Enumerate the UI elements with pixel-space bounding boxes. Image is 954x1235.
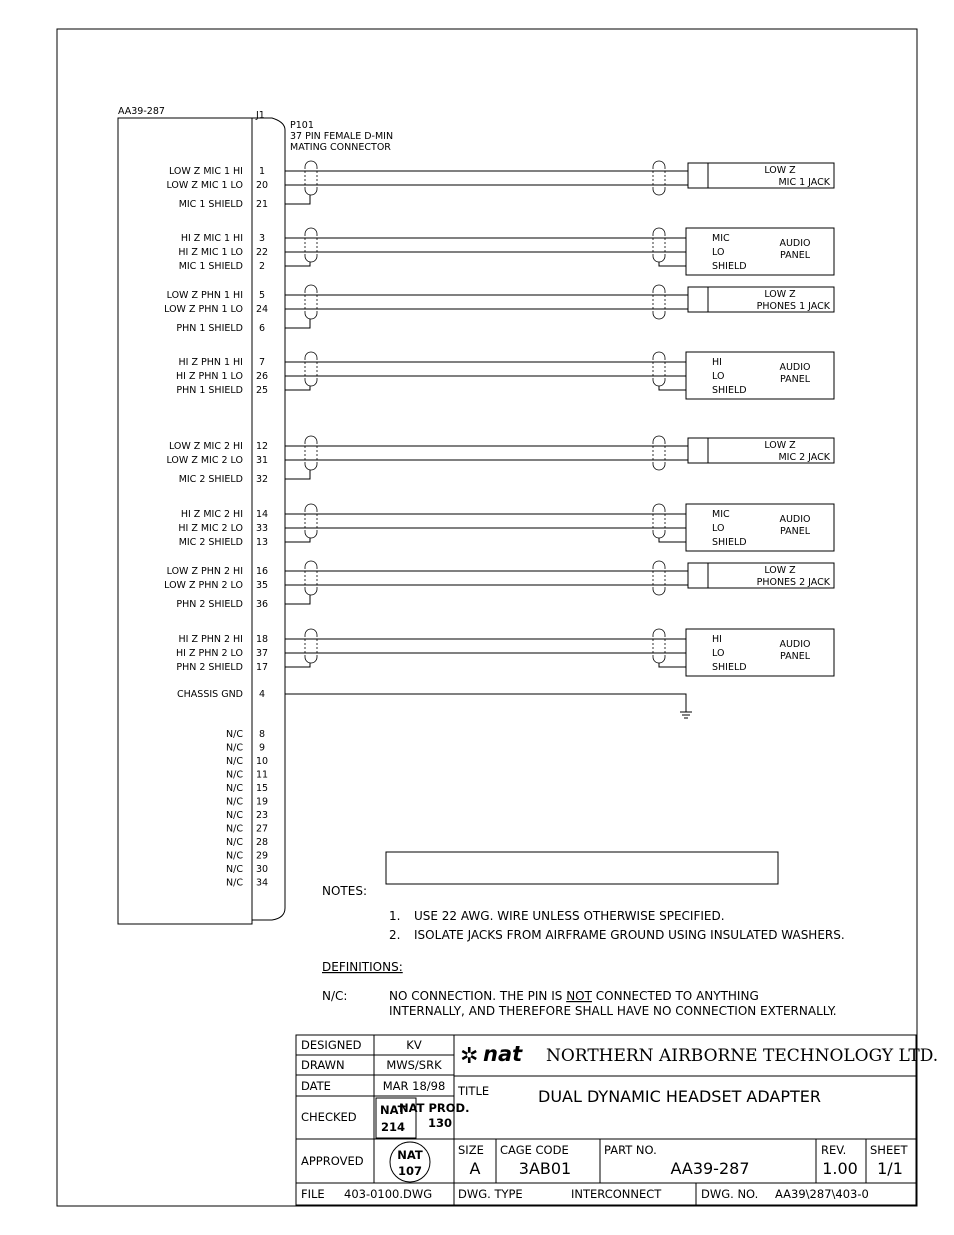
signal-label: PHN 2 SHIELD (176, 662, 243, 673)
pin-number: 1 (258, 166, 266, 177)
signal-label: LOW Z PHN 1 HI (166, 290, 243, 301)
checked-stamp-1-top: NAT (380, 1103, 406, 1117)
audio-panel-box (686, 228, 834, 275)
signal-label: MIC 2 SHIELD (178, 537, 243, 548)
date-value: MAR 18/98 (382, 1079, 446, 1093)
shield-symbol (305, 504, 317, 538)
checked-stamp-2-top: NAT PROD. (399, 1101, 470, 1115)
signal-label: HI Z PHN 1 LO (176, 371, 243, 382)
signal-label: HI Z PHN 2 HI (178, 634, 243, 645)
shield-symbol (653, 629, 665, 663)
shield-symbol (653, 436, 665, 470)
title-block (296, 1035, 938, 1205)
jack-title-line2: MIC 1 JACK (778, 177, 830, 188)
pin-number: 24 (255, 304, 269, 315)
signal-label: HI Z PHN 1 HI (178, 357, 243, 368)
pin-number: 33 (255, 523, 269, 534)
jack-title-line2: MIC 2 JACK (778, 452, 830, 463)
nc-label: N/C (226, 810, 243, 821)
designed-value: KV (406, 1038, 422, 1052)
pin-number: 12 (255, 441, 269, 452)
connector-line2: MATING CONNECTOR (290, 142, 391, 153)
signal-label: LOW Z MIC 1 HI (168, 166, 243, 177)
nc-pin-number: 29 (255, 850, 269, 862)
signal-label: PHN 1 SHIELD (176, 385, 243, 396)
panel-terminal-label: MIC (712, 233, 730, 244)
designed-label: DESIGNED (301, 1038, 362, 1052)
panel-terminal-label: HI (712, 634, 722, 645)
panel-title-line1: AUDIO (779, 514, 811, 525)
shield-drain (285, 262, 310, 266)
connector-line1: 37 PIN FEMALE D-MIN (290, 131, 394, 142)
nc-pin-number: 15 (255, 783, 269, 794)
shield-symbol (305, 629, 317, 663)
file-value: 403-0100.DWG (344, 1187, 433, 1201)
shield-symbol (305, 285, 317, 319)
assembly-label: AA39-287 (118, 106, 165, 117)
jack-title-line1: LOW Z (764, 440, 796, 451)
drawn-label: DRAWN (301, 1058, 345, 1072)
nc-pin-number: 10 (255, 756, 269, 767)
panel-terminal-label: SHIELD (712, 537, 747, 548)
audio-panel-box (686, 504, 834, 551)
nc-pin-number: 11 (255, 769, 269, 781)
nc-label: N/C (226, 769, 243, 781)
note-1-number: 1. (389, 909, 401, 923)
dwg-type-value: INTERCONNECT (571, 1187, 662, 1201)
part-no-value: AA39-287 (670, 1159, 750, 1178)
definition-line-1-post: CONNECTED TO ANYTHING (591, 989, 759, 1003)
shield-symbol (305, 228, 317, 262)
pin-number: 20 (255, 180, 269, 191)
nc-label: N/C (226, 729, 243, 740)
nc-pin-number: 9 (258, 742, 266, 754)
shield-symbol (653, 504, 665, 538)
connector-ref: P101 (290, 120, 314, 131)
panel-title-line1: AUDIO (779, 362, 811, 373)
signal-label: MIC 1 SHIELD (178, 199, 243, 210)
file-label: FILE (301, 1187, 325, 1201)
panel-terminal-label: SHIELD (712, 662, 747, 673)
jack-title-line1: LOW Z (764, 565, 796, 576)
shield-symbol (305, 352, 317, 386)
signal-label: PHN 2 SHIELD (176, 599, 243, 610)
definitions-heading: DEFINITIONS: (322, 960, 403, 974)
nc-pin-number: 19 (255, 796, 269, 808)
signal-label: HI Z MIC 1 HI (180, 233, 243, 244)
definition-line-1-pre: NO CONNECTION. THE PIN IS (389, 989, 567, 1003)
rev-label: REV. (821, 1143, 847, 1157)
pin-number: 22 (255, 247, 269, 258)
shield-drain (285, 319, 310, 328)
pin-number: 17 (255, 662, 269, 673)
nc-label: N/C (226, 742, 243, 754)
panel-title-line2: PANEL (779, 526, 811, 537)
company-name: NORTHERN AIRBORNE TECHNOLOGY LTD. (546, 1046, 939, 1066)
nc-label: N/C (226, 796, 243, 808)
sheet-label: SHEET (870, 1143, 908, 1157)
dwg-no-label: DWG. NO. (701, 1187, 759, 1201)
notes-heading: NOTES: (322, 884, 367, 898)
jack-title-line2: PHONES 2 JACK (756, 577, 830, 588)
dwg-type-label: DWG. TYPE (458, 1187, 523, 1201)
dwg-no-value: AA39\287\403-0 (775, 1187, 869, 1201)
panel-title-line1: AUDIO (779, 238, 811, 249)
pin-number: 2 (258, 261, 266, 272)
rev-value: 1.00 (822, 1159, 858, 1178)
jack-title-line1: LOW Z (764, 165, 796, 176)
nc-pin-number: 27 (255, 823, 269, 835)
shield-drain (285, 386, 310, 390)
chassis-gnd-wire (285, 694, 686, 712)
definition-line-1-emphasis: NOT (566, 989, 592, 1003)
definition-line-1 (389, 989, 759, 1003)
nc-label: N/C (226, 823, 243, 835)
definition-term: N/C: (322, 989, 348, 1003)
panel-terminal-label: LO (712, 247, 725, 258)
note-2-number: 2. (389, 928, 401, 942)
checked-stamp-2-bottom: 130 (428, 1116, 453, 1130)
nc-pin-number: 23 (255, 810, 269, 821)
pin-number: 26 (255, 371, 269, 382)
notes-blank-box (386, 852, 778, 884)
pin-number: 31 (255, 455, 269, 466)
panel-terminal-label: SHIELD (712, 261, 747, 272)
nc-label: N/C (226, 850, 243, 862)
signal-label: PHN 1 SHIELD (176, 323, 243, 334)
chassis-gnd-pin: 4 (258, 689, 266, 700)
part-no-label: PART NO. (604, 1143, 657, 1157)
nc-label: N/C (226, 837, 243, 848)
checked-stamp-1-bottom: 214 (381, 1120, 406, 1134)
panel-terminal-label: SHIELD (712, 385, 747, 396)
shield-drain-remote (659, 538, 686, 542)
pin-number: 36 (255, 599, 269, 610)
pin-number: 21 (255, 199, 269, 210)
signal-label: MIC 1 SHIELD (178, 261, 243, 272)
panel-terminal-label: LO (712, 523, 725, 534)
shield-drain-remote (659, 386, 686, 390)
shield-drain (285, 595, 310, 604)
shield-drain-remote (659, 262, 686, 266)
signal-label: LOW Z PHN 1 LO (164, 304, 243, 315)
approved-stamp-top: NAT (397, 1148, 423, 1162)
signal-label: LOW Z MIC 1 LO (166, 180, 243, 191)
pin-number: 13 (255, 537, 269, 548)
note-2-text: ISOLATE JACKS FROM AIRFRAME GROUND USING INSULATED WASHERS. (414, 928, 845, 942)
pin-number: 18 (255, 634, 269, 645)
shield-drain-remote (659, 663, 686, 667)
panel-terminal-label: HI (712, 357, 722, 368)
panel-terminal-label: LO (712, 648, 725, 659)
approved-stamp-bottom: 107 (397, 1164, 423, 1178)
pin-number: 16 (255, 566, 269, 577)
nc-pin-number: 28 (255, 837, 269, 848)
nc-pin-number: 30 (255, 864, 269, 875)
approved-label: APPROVED (301, 1154, 364, 1168)
title-value: DUAL DYNAMIC HEADSET ADAPTER (538, 1087, 821, 1106)
audio-panel-box (686, 629, 834, 676)
sheet-value: 1/1 (877, 1159, 903, 1178)
nc-pin-number: 8 (258, 729, 266, 740)
signal-label: LOW Z MIC 2 HI (168, 441, 243, 452)
jack-title-line2: PHONES 1 JACK (756, 301, 830, 312)
pin-number: 25 (255, 385, 269, 396)
cage-code-value: 3AB01 (518, 1159, 572, 1178)
nc-label: N/C (226, 877, 243, 889)
audio-panel-box (686, 352, 834, 399)
pin-number: 35 (255, 580, 269, 591)
panel-title-line2: PANEL (779, 651, 811, 662)
title-label: TITLE (458, 1084, 490, 1098)
signal-label: LOW Z PHN 2 HI (166, 566, 243, 577)
shield-symbol (653, 161, 665, 195)
size-label: SIZE (458, 1143, 484, 1157)
definition-line-2: INTERNALLY, AND THEREFORE SHALL HAVE NO CONNECTION EXTERNALLY. (389, 1004, 837, 1018)
signal-label: HI Z MIC 2 LO (178, 523, 243, 534)
panel-title-line2: PANEL (779, 374, 811, 385)
pin-number: 32 (255, 474, 269, 485)
nc-label: N/C (226, 864, 243, 875)
shield-drain (285, 663, 310, 667)
shield-symbol (653, 228, 665, 262)
signal-label: MIC 2 SHIELD (178, 474, 243, 485)
pin-number: 37 (255, 648, 269, 659)
pin-number: 6 (258, 323, 266, 334)
cage-code-label: CAGE CODE (500, 1143, 569, 1157)
logo-star-icon: ✲ (460, 1044, 479, 1069)
note-1-text: USE 22 AWG. WIRE UNLESS OTHERWISE SPECIFIED. (414, 909, 725, 923)
shield-symbol (305, 436, 317, 470)
signal-label: HI Z MIC 1 LO (178, 247, 243, 258)
shield-symbol (305, 161, 317, 195)
shield-drain (285, 195, 310, 204)
shield-symbol (653, 285, 665, 319)
signal-label: LOW Z MIC 2 LO (166, 455, 243, 466)
panel-title-line1: AUDIO (779, 639, 811, 650)
signal-label: HI Z PHN 2 LO (176, 648, 243, 659)
panel-terminal-label: MIC (712, 509, 730, 520)
chassis-gnd-label: CHASSIS GND (177, 689, 243, 700)
pin-number: 3 (258, 233, 266, 244)
pin-number: 7 (258, 357, 266, 368)
pin-number: 14 (255, 509, 269, 520)
date-label: DATE (301, 1079, 331, 1093)
shield-symbol (653, 352, 665, 386)
signal-label: HI Z MIC 2 HI (180, 509, 243, 520)
shield-drain (285, 470, 310, 479)
pin-number: 5 (258, 290, 266, 301)
drawn-value: MWS/SRK (386, 1058, 442, 1072)
j1-label: J1 (256, 110, 265, 121)
wiring-layer (164, 161, 834, 889)
jack-title-line1: LOW Z (764, 289, 796, 300)
panel-title-line2: PANEL (779, 250, 811, 261)
checked-label: CHECKED (301, 1110, 357, 1124)
shield-symbol (653, 561, 665, 595)
nc-label: N/C (226, 783, 243, 794)
shield-drain (285, 538, 310, 542)
panel-terminal-label: LO (712, 371, 725, 382)
logo-text: nat (483, 1042, 523, 1066)
size-value: A (469, 1159, 481, 1178)
signal-label: LOW Z PHN 2 LO (164, 580, 243, 591)
nc-pin-number: 34 (255, 877, 269, 889)
nc-label: N/C (226, 756, 243, 767)
shield-symbol (305, 561, 317, 595)
